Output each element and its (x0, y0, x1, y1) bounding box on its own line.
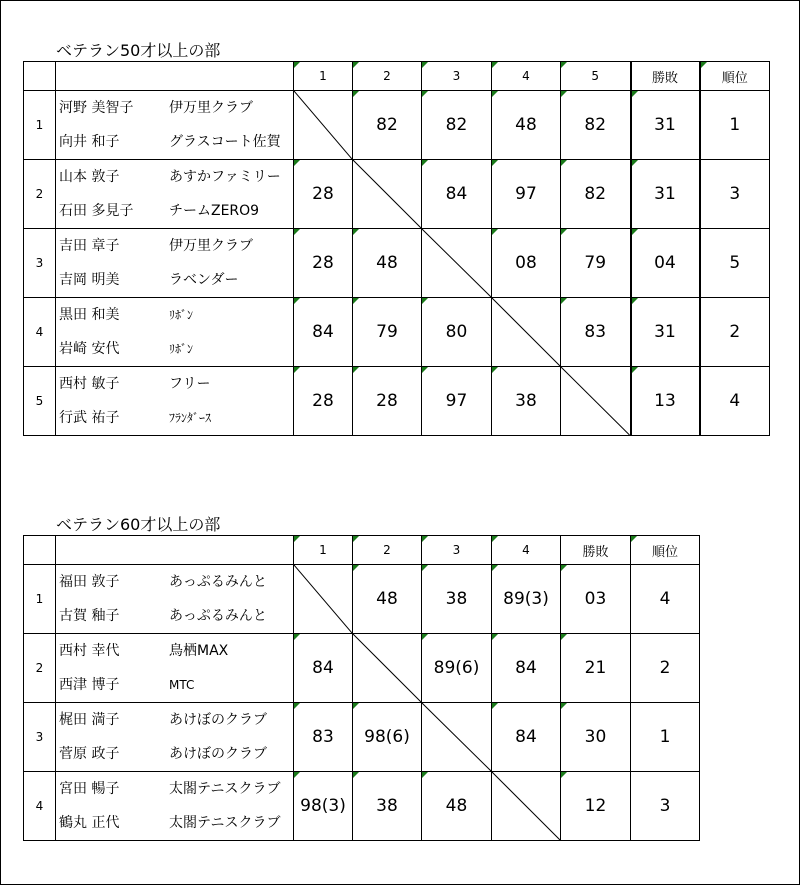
score-cell: 38 (422, 565, 492, 634)
player-line (59, 737, 293, 771)
column-header: 4 (492, 62, 561, 91)
player-club: あすかファミリー (169, 169, 281, 185)
diagonal-cell (353, 160, 422, 229)
row-number: 5 (24, 367, 56, 436)
row-number: 4 (24, 298, 56, 367)
league-table-50 (23, 61, 770, 436)
player-name: 西村 敏子 (59, 376, 120, 392)
score-cell: 79 (561, 229, 631, 298)
score-cell: 83 (294, 703, 353, 772)
player-name: 吉田 章子 (59, 238, 120, 254)
player-line (59, 125, 293, 159)
pair-cell (56, 367, 294, 436)
score-cell: 84 (492, 634, 561, 703)
player-club: ラベンダー (169, 272, 239, 288)
rank-cell: 3 (700, 160, 770, 229)
player-name: 吉岡 明美 (59, 272, 120, 288)
player-club: ﾘﾎﾞﾝ (169, 342, 194, 356)
player-club: 太閤テニスクラブ (169, 781, 281, 797)
column-header: 4 (492, 536, 561, 565)
pair-cell (56, 160, 294, 229)
rank-cell: 4 (631, 565, 700, 634)
row-number: 2 (24, 634, 56, 703)
player-line (59, 229, 293, 263)
score-cell: 84 (492, 703, 561, 772)
player-line (59, 91, 293, 125)
player-club: フリー (169, 376, 211, 392)
rank-cell: 3 (631, 772, 700, 841)
row-number: 2 (24, 160, 56, 229)
row-number: 1 (24, 565, 56, 634)
table-row (24, 703, 700, 772)
column-header: 3 (422, 62, 492, 91)
rank-header: 順位 (700, 62, 770, 91)
diagonal-cell (294, 91, 353, 160)
player-line (59, 160, 293, 194)
win-loss-cell: 12 (561, 772, 631, 841)
score-cell: 28 (353, 367, 422, 436)
score-cell: 08 (492, 229, 561, 298)
player-name: 西村 幸代 (59, 643, 120, 659)
player-name: 梶田 満子 (59, 712, 120, 728)
player-club: あっぷるみんと (169, 574, 267, 590)
header-corner (24, 536, 56, 565)
win-loss-cell: 21 (561, 634, 631, 703)
player-club: MTC (169, 678, 195, 692)
rank-header: 順位 (631, 536, 700, 565)
column-header: 2 (353, 536, 422, 565)
rank-cell: 5 (700, 229, 770, 298)
score-cell: 80 (422, 298, 492, 367)
diagonal-cell (561, 367, 631, 436)
row-number: 1 (24, 91, 56, 160)
pair-cell (56, 772, 294, 841)
score-cell: 98(6) (353, 703, 422, 772)
player-club: チームZERO9 (169, 203, 260, 219)
score-cell: 84 (294, 298, 353, 367)
score-cell: 82 (561, 160, 631, 229)
player-club: 伊万里クラブ (169, 100, 253, 116)
score-cell: 98(3) (294, 772, 353, 841)
score-cell: 28 (294, 160, 353, 229)
row-number: 4 (24, 772, 56, 841)
player-club: グラスコート佐賀 (169, 134, 281, 150)
diagonal-cell (353, 634, 422, 703)
player-line (59, 634, 293, 668)
rank-cell: 1 (631, 703, 700, 772)
score-cell: 28 (294, 367, 353, 436)
score-cell: 82 (353, 91, 422, 160)
win-loss-header: 勝敗 (631, 62, 700, 91)
win-loss-cell: 31 (631, 160, 700, 229)
player-name: 山本 敦子 (59, 169, 120, 185)
player-name: 行武 祐子 (59, 410, 120, 426)
player-name: 宮田 暢子 (59, 781, 120, 797)
player-club: ﾌﾗﾝﾀﾞｰｽ (169, 411, 212, 425)
diagonal-cell (492, 772, 561, 841)
score-cell: 82 (561, 91, 631, 160)
score-cell: 79 (353, 298, 422, 367)
header-players (56, 62, 294, 91)
table-row (24, 160, 770, 229)
table-row (24, 634, 700, 703)
pair-cell (56, 298, 294, 367)
score-cell: 84 (294, 634, 353, 703)
win-loss-cell: 30 (561, 703, 631, 772)
player-line (59, 401, 293, 435)
table-row (24, 367, 770, 436)
player-line (59, 806, 293, 840)
score-cell: 89(6) (422, 634, 492, 703)
diagonal-cell (492, 298, 561, 367)
table-row (24, 565, 700, 634)
player-club: あっぷるみんと (169, 608, 267, 624)
player-name: 菅原 政子 (59, 746, 120, 762)
score-cell: 48 (422, 772, 492, 841)
diagonal-cell (422, 703, 492, 772)
table-row (24, 91, 770, 160)
win-loss-cell: 31 (631, 298, 700, 367)
player-club: ﾘﾎﾞﾝ (169, 308, 194, 322)
diagonal-cell (422, 229, 492, 298)
player-name: 西津 博子 (59, 677, 120, 693)
player-line (59, 703, 293, 737)
section-title: ベテラン50才以上の部 (56, 41, 221, 60)
section-title: ベテラン60才以上の部 (56, 515, 221, 534)
player-name: 向井 和子 (59, 134, 120, 150)
player-line (59, 332, 293, 366)
column-header: 5 (561, 62, 631, 91)
pair-cell (56, 565, 294, 634)
score-cell: 97 (422, 367, 492, 436)
win-loss-cell: 31 (631, 91, 700, 160)
player-line (59, 367, 293, 401)
score-cell: 48 (492, 91, 561, 160)
pair-cell (56, 91, 294, 160)
player-name: 河野 美智子 (59, 100, 134, 116)
rank-cell: 1 (700, 91, 770, 160)
table-row (24, 298, 770, 367)
row-number: 3 (24, 703, 56, 772)
table-row (24, 772, 700, 841)
table-row (24, 229, 770, 298)
win-loss-header: 勝敗 (561, 536, 631, 565)
pair-cell (56, 229, 294, 298)
score-cell: 97 (492, 160, 561, 229)
score-cell: 84 (422, 160, 492, 229)
player-name: 福田 敦子 (59, 574, 120, 590)
score-cell: 83 (561, 298, 631, 367)
score-cell: 28 (294, 229, 353, 298)
row-number: 3 (24, 229, 56, 298)
player-line (59, 263, 293, 297)
header-players (56, 536, 294, 565)
player-line (59, 565, 293, 599)
player-name: 黒田 和美 (59, 307, 120, 323)
player-club: 鳥栖MAX (169, 643, 229, 659)
header-corner (24, 62, 56, 91)
rank-cell: 2 (700, 298, 770, 367)
player-name: 鶴丸 正代 (59, 815, 120, 831)
player-name: 石田 多見子 (59, 203, 134, 219)
score-cell: 89(3) (492, 565, 561, 634)
column-header: 1 (294, 62, 353, 91)
score-cell: 48 (353, 229, 422, 298)
player-club: 伊万里クラブ (169, 238, 253, 254)
rank-cell: 4 (700, 367, 770, 436)
player-club: あけぼのクラブ (169, 712, 267, 728)
league-table-60 (23, 535, 700, 841)
column-header: 3 (422, 536, 492, 565)
player-line (59, 298, 293, 332)
player-line (59, 194, 293, 228)
column-header: 2 (353, 62, 422, 91)
diagonal-cell (294, 565, 353, 634)
player-club: 太閤テニスクラブ (169, 815, 281, 831)
score-cell: 82 (422, 91, 492, 160)
win-loss-cell: 13 (631, 367, 700, 436)
player-name: 古賀 釉子 (59, 608, 120, 624)
pair-cell (56, 634, 294, 703)
column-header: 1 (294, 536, 353, 565)
score-cell: 38 (353, 772, 422, 841)
score-cell: 48 (353, 565, 422, 634)
score-cell: 38 (492, 367, 561, 436)
win-loss-cell: 04 (631, 229, 700, 298)
player-line (59, 599, 293, 633)
win-loss-cell: 03 (561, 565, 631, 634)
player-name: 岩崎 安代 (59, 341, 120, 357)
player-line (59, 772, 293, 806)
player-club: あけぼのクラブ (169, 746, 267, 762)
player-line (59, 668, 293, 702)
rank-cell: 2 (631, 634, 700, 703)
pair-cell (56, 703, 294, 772)
